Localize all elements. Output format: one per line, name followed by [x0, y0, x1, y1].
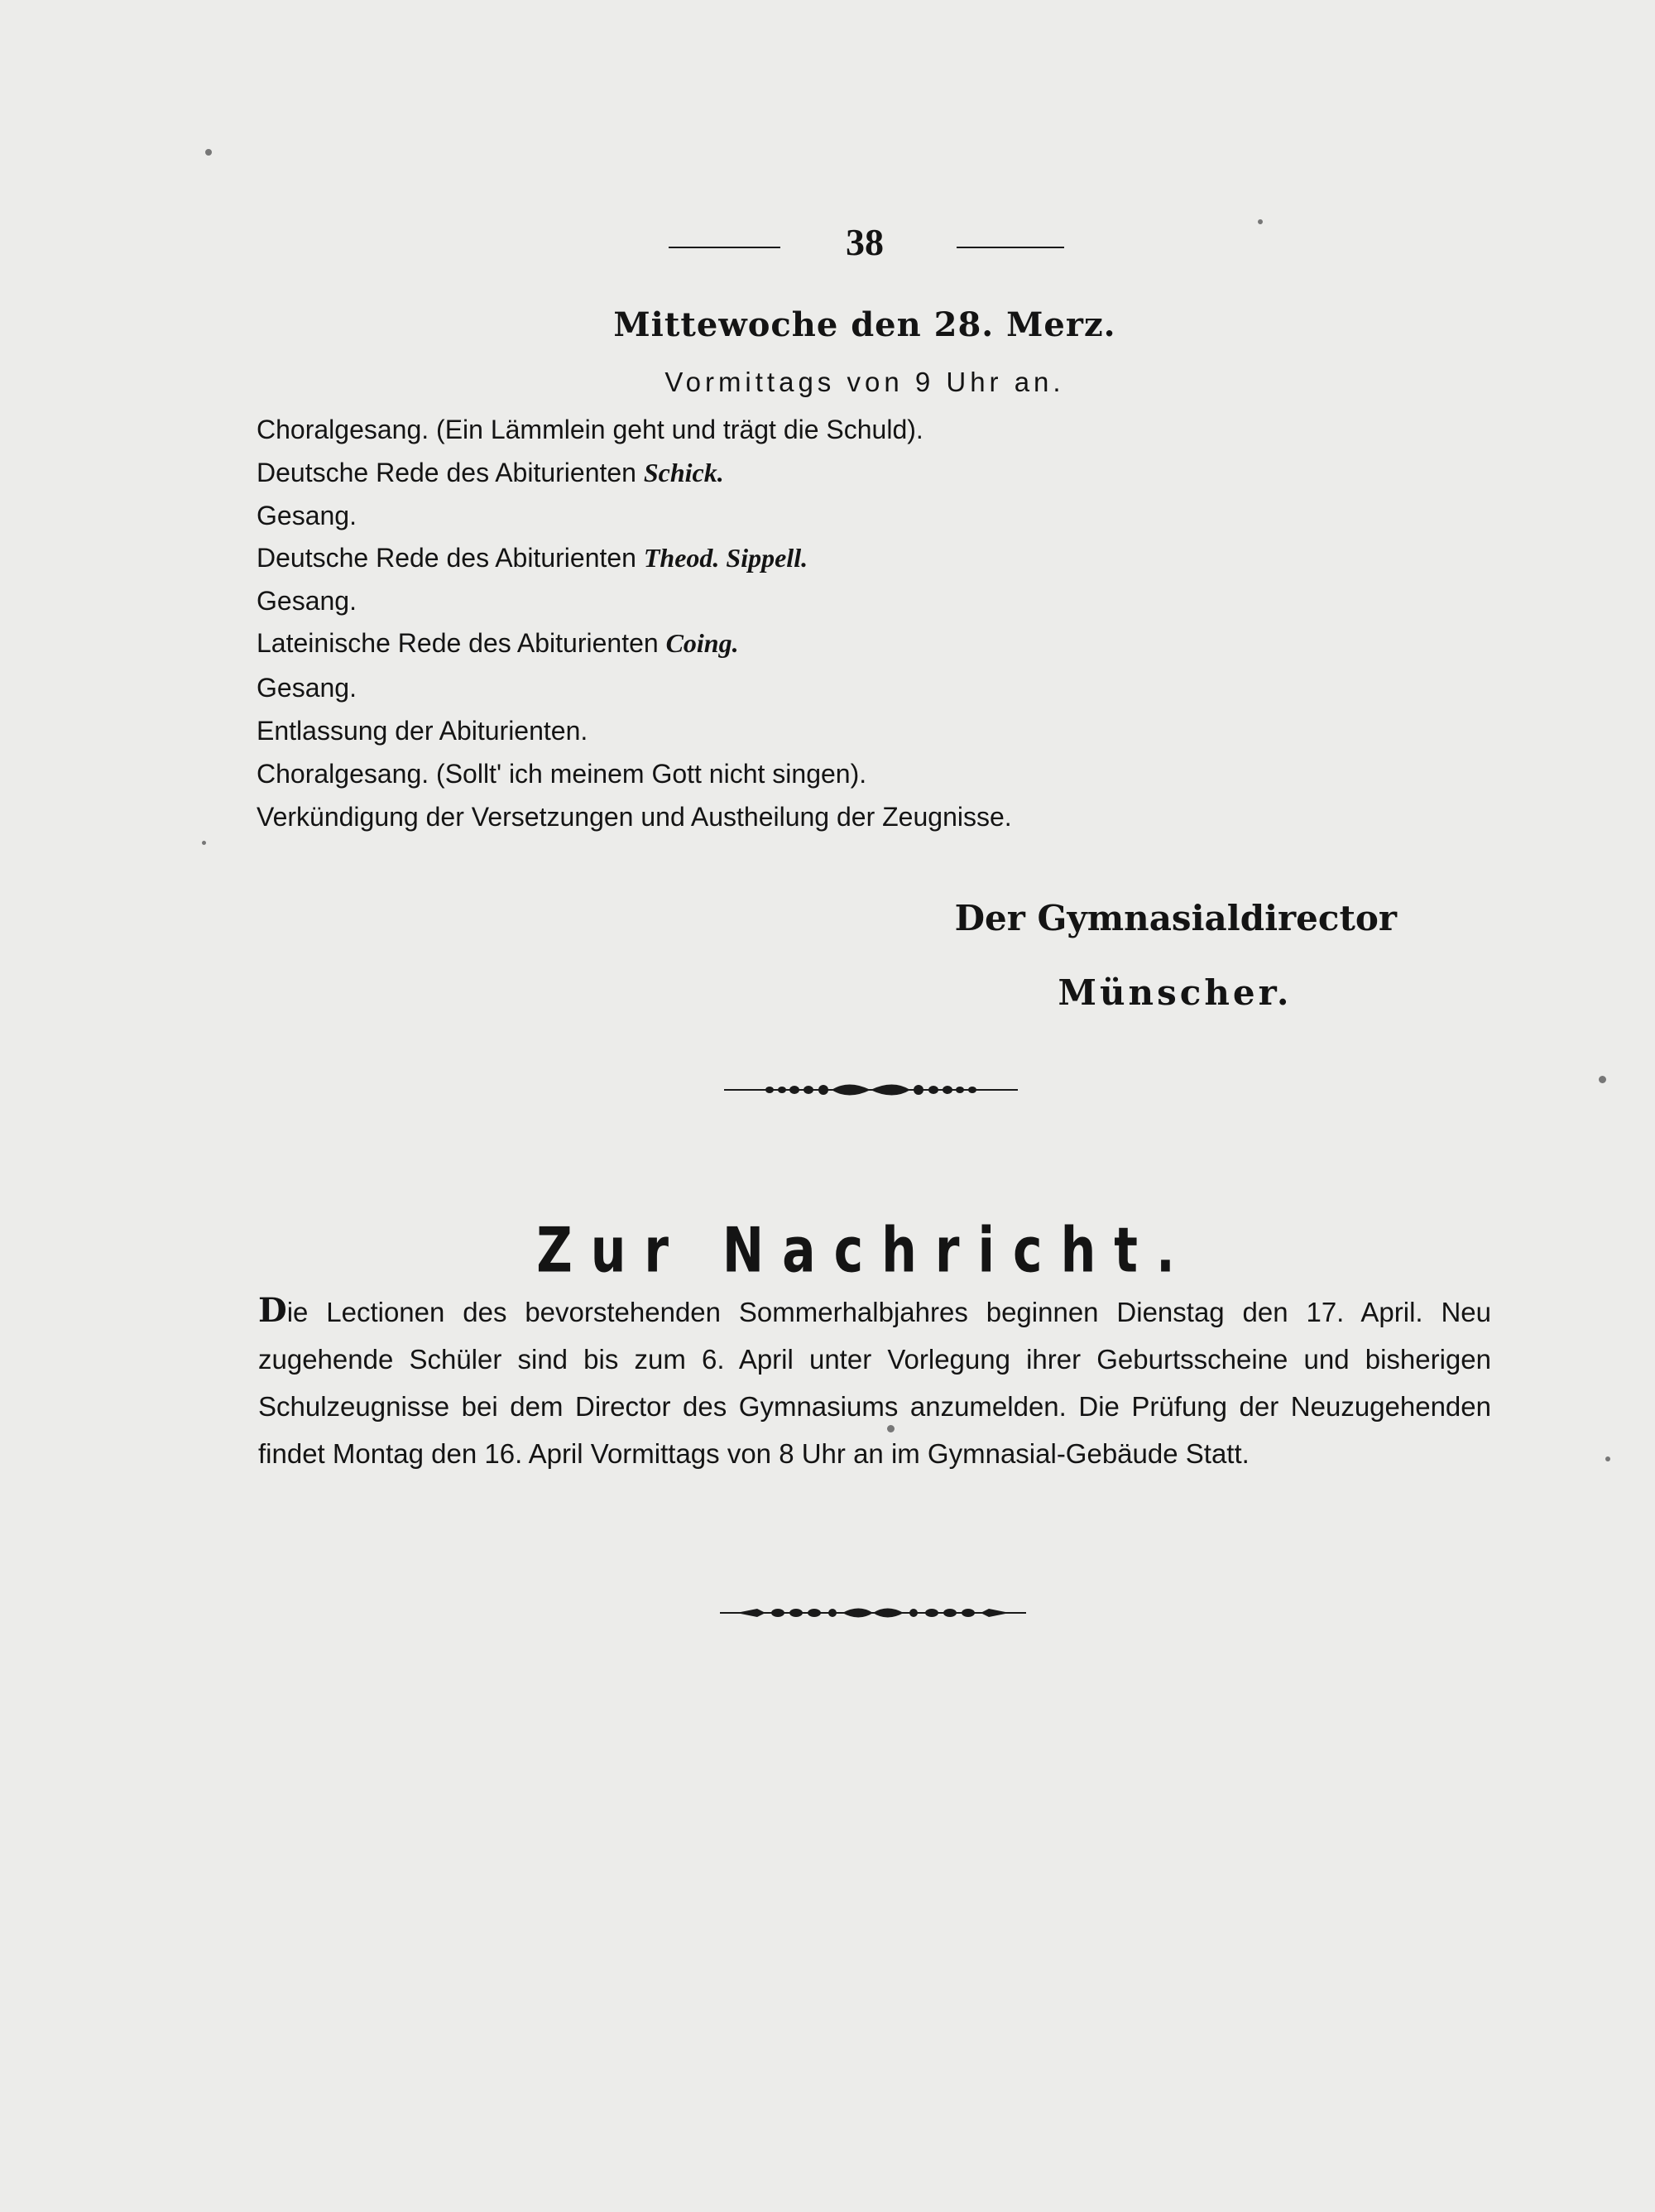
ornament-divider: [720, 1600, 1026, 1625]
program-item: Gesang.: [257, 586, 357, 616]
program-item: Verkündigung der Versetzungen und Austheilung der Zeugnisse.: [257, 802, 1012, 832]
signature-name: Münscher.: [1058, 972, 1293, 1013]
section-subtitle: Vormittags von 9 Uhr an.: [664, 367, 1065, 397]
program-item: Deutsche Rede des Abiturienten Schick.: [257, 458, 724, 487]
page-number: 38: [846, 221, 884, 263]
program-item: Choralgesang. (Ein Lämmlein geht und trägt die Schuld).: [257, 415, 923, 444]
notice-body: Die Lectionen des bevorstehenden Sommerhalbjahres beginnen Dienstag den 17. April. Neu zugehende Schüler sind bis zum 6. April unter Vorlegung ihrer Geburtsscheine und bisherigen Schulzeugnisse bei dem Director des Gymnasiums anzumelden. Die Prüfung der Neuzugehenden findet Montag den 16. April Vormittags von 8 Uhr an im Gymnasial-Gebäude Statt.: [258, 1291, 1491, 1469]
program-item: Lateinische Rede des Abiturienten Coing.: [257, 628, 739, 658]
program-item: Entlassung der Abiturienten.: [257, 716, 588, 746]
notice-title: Zur Nachricht.: [536, 1214, 1193, 1287]
program-item: Deutsche Rede des Abiturienten Theod. Sippell.: [257, 543, 808, 573]
speaker-name: Schick.: [643, 458, 724, 487]
program-item: Choralgesang. (Sollt' ich meinem Gott nicht singen).: [257, 759, 867, 789]
paper-speck: [205, 149, 212, 156]
speaker-name: Coing.: [665, 628, 739, 658]
paper-speck: [887, 1425, 895, 1432]
paper-speck: [202, 841, 206, 845]
drop-cap: D: [258, 1291, 287, 1330]
signature-role: Der Gymnasialdirector: [954, 898, 1397, 938]
ornament-divider: [724, 1077, 1018, 1102]
section-title: Mittewoche den 28. Merz.: [613, 305, 1116, 344]
header-rule-right: [957, 247, 1064, 248]
page-header: [0, 222, 1655, 263]
header-rule-left: [669, 247, 780, 248]
speaker-name: Theod. Sippell.: [643, 543, 808, 573]
program-item: Gesang.: [257, 501, 357, 530]
paper-speck: [1605, 1456, 1610, 1461]
paper-speck: [1599, 1076, 1606, 1083]
paper-speck: [1258, 219, 1263, 224]
program-item: Gesang.: [257, 673, 357, 703]
